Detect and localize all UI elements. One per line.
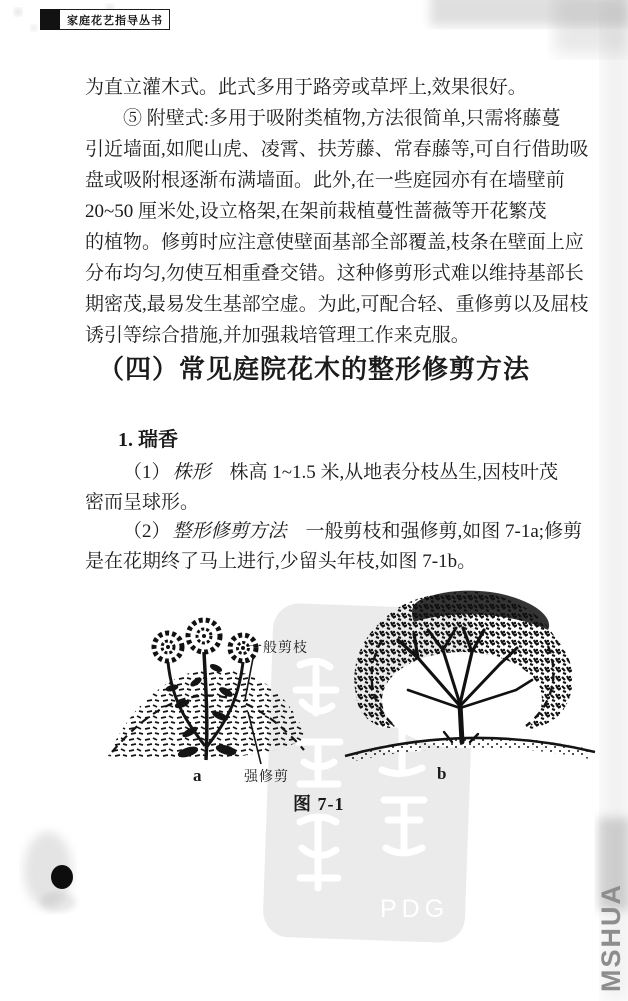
series-badge [40,9,170,30]
body-text-line: 密而呈球形。 [85,492,200,513]
figure-label-heavy-pruning: 强修剪 [244,770,289,785]
figure-sublabel-b: b [437,764,447,783]
figure-sublabel-a: a [193,766,202,785]
body-text-line: ⑤ 附壁式:多用于吸附类植物,方法很简单,只需将藤蔓 [123,108,561,129]
body-text-line [85,461,603,485]
pdg-watermark-label: PDG [380,895,450,923]
body-text-line: 的植物。修剪时应注意使壁面基部全部覆盖,枝条在壁面上应 [85,232,584,253]
body-text-line [85,520,603,544]
series-badge-label: 家庭花艺指导丛书 [67,14,163,27]
item-number: （2） [123,521,171,542]
body-text-line: 期密茂,最易发生基部空虚。为此,可配合轻、重修剪以及屈枝 [85,294,589,315]
badge-box [58,9,170,30]
body-text-line: 盘或吸附根逐渐布满墙面。此外,在一些庭园亦有在墙壁前 [85,170,565,191]
figure-label-general-pruning: 一般剪枝 [248,641,308,656]
body-text-line: 20~50 厘米处,设立格架,在架前栽植蔓性蔷薇等开花繁茂 [85,201,547,222]
figure-caption: 图 7-1 [293,794,345,814]
body-text-line: 分布均匀,勿使互相重叠交错。这种修剪形式难以维持基部长 [85,263,584,284]
body-text-line: 是在花期终了马上进行,少留头年枝,如图 7-1b。 [85,551,477,572]
line-rest: 一般剪枝和强修剪,如图 7-1a;修剪 [286,521,583,542]
section-heading: （四）常见庭院花木的整形修剪方法 [97,355,530,384]
term-kai: 整形修剪方法 [172,521,287,542]
body-text-line: 引近墙面,如爬山虎、凌霄、扶芳藤、常春藤等,可自行借助吸 [85,139,589,160]
line-rest: 株高 1~1.5 米,从地表分枝丛生,因枝叶茂 [210,462,559,483]
term-kai: 株形 [172,462,211,483]
badge-square-icon [40,9,60,30]
page-bullet-dot [24,832,76,912]
body-text-line: 为直立灌木式。此式多用于路旁或草坪上,效果很好。 [85,77,527,98]
item-number: （1） [123,462,171,483]
body-text-line: 诱引等综合措施,并加强栽培管理工作来克服。 [85,325,470,346]
side-watermark-text: MSHUA [596,883,626,992]
subsection-heading: 1. 瑞香 [118,429,178,451]
